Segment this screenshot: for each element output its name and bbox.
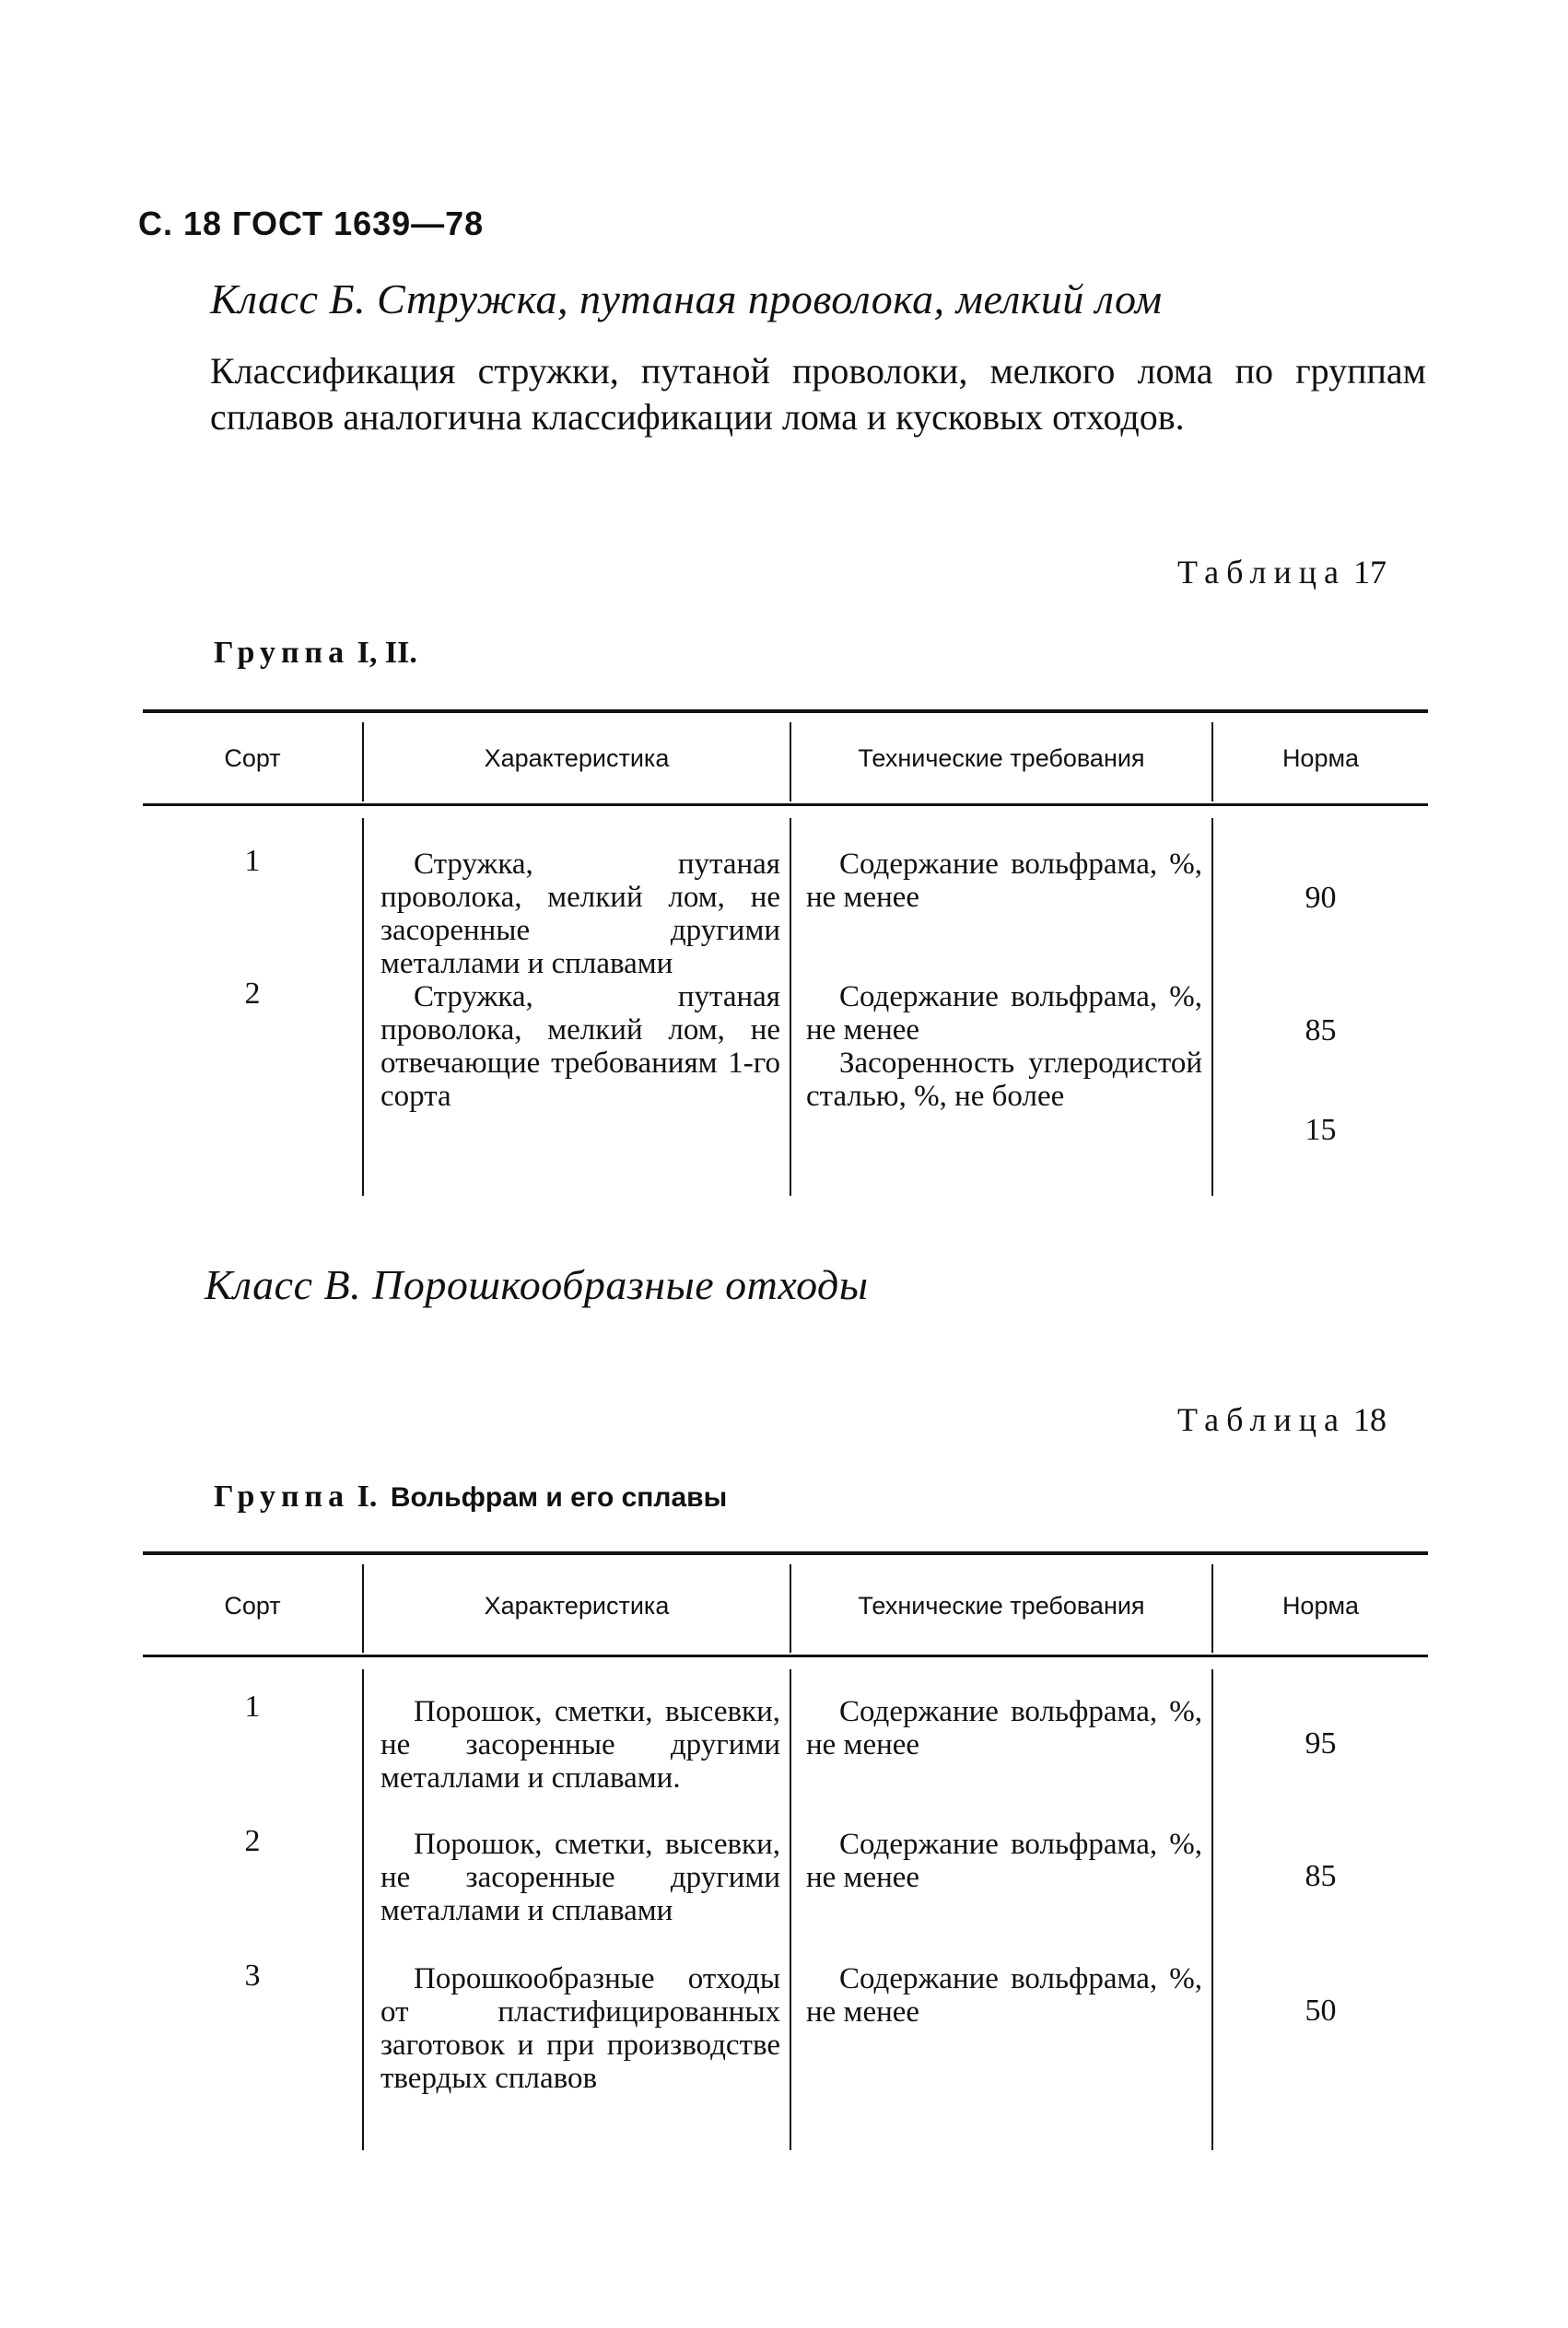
table17-label-word: Таблица <box>1177 554 1346 591</box>
table17-row1-norm: 90 <box>1305 881 1337 915</box>
table17-row1-grade: 1 <box>244 844 261 878</box>
table18-row3-requirement: Содержание вольфрама, %, не менее <box>806 1962 1202 2029</box>
table17-row1-requirement: Содержание вольфрама, %, не менее <box>806 848 1202 914</box>
table18-row1-requirement: Содержание вольфрама, %, не менее <box>806 1695 1202 1761</box>
table18-row2-norm: 85 <box>1305 1859 1337 1893</box>
table17-row1-characteristic: Стружка, путаная проволока, мелкий лом, не засоренные другими металлами и сплавами <box>380 848 780 980</box>
table17-group-name: I, II. <box>357 636 417 670</box>
table18-row2-characteristic: Порошок, сметки, высевки, не засоренные другими металлами и сплавами <box>380 1828 780 1927</box>
table17-col-grade: Сорт <box>224 744 281 772</box>
table18-col-grade: Сорт <box>224 1592 281 1620</box>
table18-row3-grade: 3 <box>244 1959 261 1993</box>
table18-col-requirements: Технические требования <box>858 1592 1145 1620</box>
table17-row2-requirement-b: Засоренность углеродистой сталью, %, не более <box>806 1047 1202 1113</box>
table17-top-rule <box>143 709 1428 713</box>
table17-col-requirements: Технические требования <box>858 744 1145 772</box>
table18-col-norm: Норма <box>1281 1592 1360 1620</box>
table17-row2-characteristic: Стружка, путаная проволока, мелкий лом, не отвечающие требованиям 1-го сорта <box>380 980 780 1113</box>
table18-number: 18 <box>1352 1401 1387 1438</box>
table18-row1-characteristic: Порошок, сметки, высевки, не засоренные другими металлами и сплавами. <box>380 1695 780 1795</box>
class-b-heading: Класс Б. Стружка, путаная проволока, мелкий лом <box>210 275 1163 322</box>
table18-row3-characteristic: Порошкообразные отходы от пластифицированных заготовок и при производстве твердых сплавов <box>380 1962 780 2095</box>
table18-row3-norm: 50 <box>1305 1994 1337 2028</box>
table18-group <box>214 1480 727 1515</box>
table17-divider <box>362 818 364 1196</box>
table18-label <box>1177 1400 1387 1439</box>
table18-top-rule <box>143 1551 1428 1555</box>
table18-row1-grade: 1 <box>244 1690 261 1724</box>
table17-header-rule <box>143 803 1428 806</box>
page-header: С. 18 ГОСТ 1639—78 <box>138 205 485 242</box>
table18-header-rule <box>143 1655 1428 1657</box>
table17-group <box>214 636 417 671</box>
table17-row2-requirement-a: Содержание вольфрама, %, не менее <box>806 980 1202 1047</box>
class-v-heading: Класс В. Порошкообразные отходы <box>205 1261 869 1308</box>
table-17 <box>143 709 1428 1225</box>
table18-row2-requirement: Содержание вольфрама, %, не менее <box>806 1828 1202 1894</box>
table18-group-name: I. <box>357 1480 378 1514</box>
table17-number: 17 <box>1352 554 1387 591</box>
table18-divider <box>362 1669 364 2150</box>
table17-row2-grade: 2 <box>244 977 261 1011</box>
table17-group-word: Группа <box>214 636 350 670</box>
table18-group-word: Группа <box>214 1480 350 1514</box>
table17-divider <box>790 818 791 1196</box>
table18-col-characteristic: Характеристика <box>484 1592 670 1620</box>
table17-label <box>1177 553 1387 591</box>
table18-row1-norm: 95 <box>1305 1726 1337 1761</box>
table17-col-norm: Норма <box>1281 744 1360 772</box>
table18-label-word: Таблица <box>1177 1401 1346 1438</box>
table17-col-characteristic: Характеристика <box>484 744 670 772</box>
table18-group-title: Вольфрам и его сплавы <box>390 1482 728 1513</box>
table17-row2-norm-a: 85 <box>1305 1013 1337 1047</box>
table18-divider <box>790 1669 791 2150</box>
class-b-paragraph: Классификация стружки, путаной проволоки, мелкого лома по группам сплавов аналогична классификации лома и кусковых отходов. <box>210 350 1426 438</box>
table-18 <box>143 1551 1428 2178</box>
table17-row2-norm-b: 15 <box>1305 1113 1337 1147</box>
table18-row2-grade: 2 <box>244 1824 261 1858</box>
